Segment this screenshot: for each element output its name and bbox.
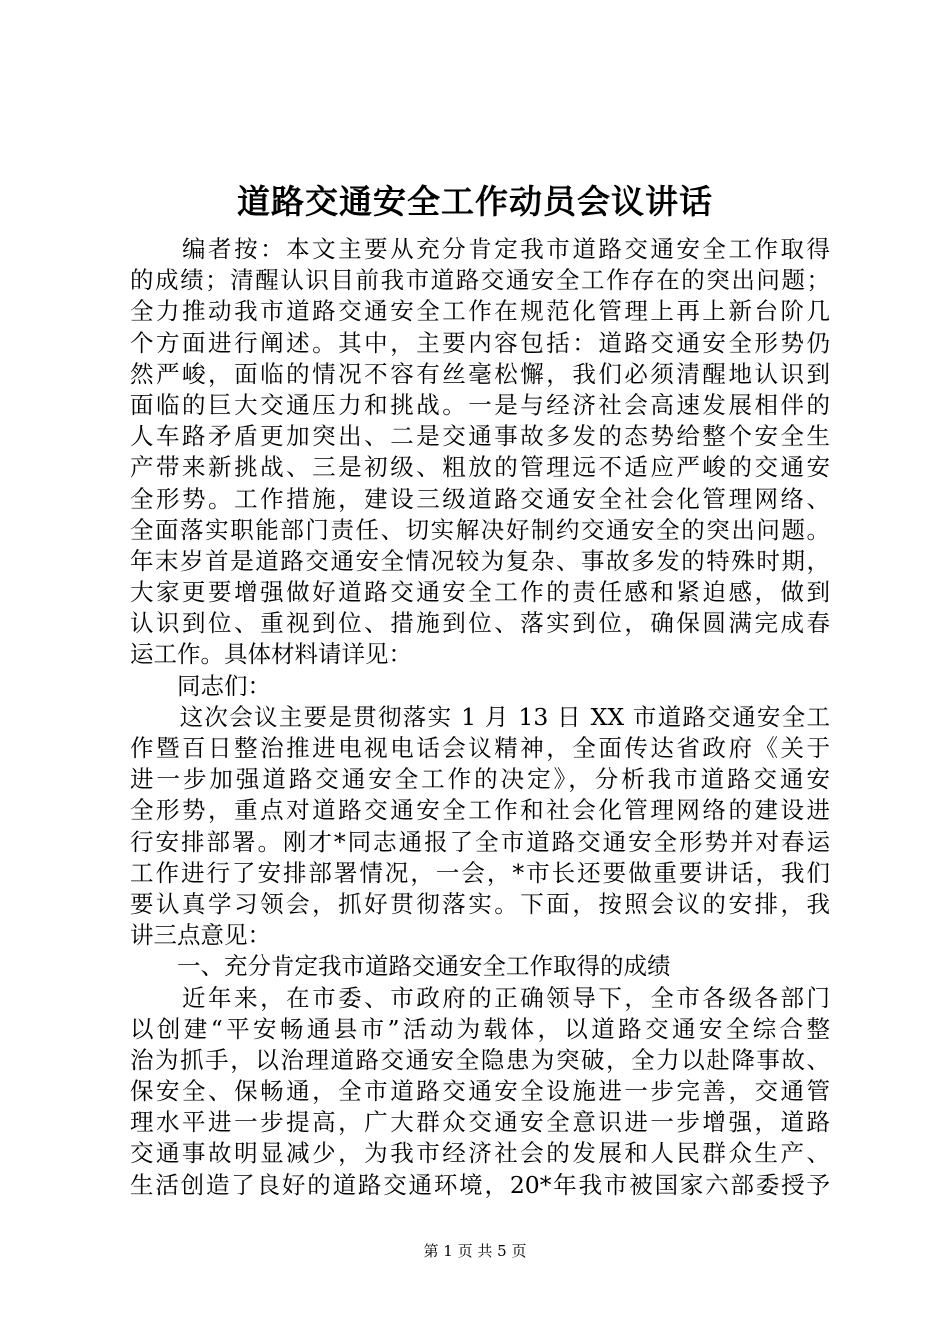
body-text-line: 认识到位、重视到位、措施到位、落实到位，确保圆满完成春 (130, 609, 830, 638)
body-text-line: 工作进行了安排部署情况，一会，*市长还要做重要讲话，我们 (130, 858, 830, 887)
body-text-line: 理水平进一步提高，广大群众交通安全意识进一步增强，道路 (130, 1108, 830, 1137)
body-text-line: 年末岁首是道路交通安全情况较为复杂、事故多发的特殊时期， (130, 546, 830, 575)
body-text-line: 人车路矛盾更加突出、二是交通事故多发的态势给整个安全生 (130, 422, 830, 451)
body-text-line: 面临的巨大交通压力和挑战。一是与经济社会高速发展相伴的 (130, 390, 830, 419)
body-text-line: 产带来新挑战、三是初级、粗放的管理远不适应严峻的交通安 (130, 453, 830, 482)
document-body (130, 234, 830, 1201)
body-text-line: 作暨百日整治推进电视电话会议精神，全面传达省政府《关于 (130, 734, 830, 762)
body-text-line: 近年来，在市委、市政府的正确领导下，全市各级各部门 (130, 983, 830, 1012)
body-text-line: 生活创造了良好的道路交通环境，20*年我市被国家六部委授予 (130, 1170, 830, 1199)
body-text-line: 全面落实职能部门责任、切实解决好制约交通安全的突出问题。 (130, 515, 830, 544)
body-text-line: 个方面进行阐述。其中，主要内容包括：道路交通安全形势仍 (130, 328, 830, 357)
body-text-line: 全形势，重点对道路交通安全工作和社会化管理网络的建设进 (130, 796, 830, 825)
body-text-line: 以创建“平安畅通县市”活动为载体，以道路交通安全综合整 (130, 1014, 830, 1043)
body-text-line: 治为抓手，以治理道路交通安全隐患为突破，全力以赴降事故、 (130, 1045, 830, 1074)
body-text-line: 然严峻，面临的情况不容有丝毫松懈，我们必须清醒地认识到 (130, 359, 830, 388)
body-text-line: 一、充分肯定我市道路交通安全工作取得的成绩 (130, 952, 671, 981)
body-text-line: 要认真学习领会，抓好贯彻落实。下面，按照会议的安排，我 (130, 889, 830, 918)
body-text-line: 运工作。具体材料请详见： (130, 640, 412, 669)
body-text-line: 编者按：本文主要从充分肯定我市道路交通安全工作取得 (130, 235, 830, 263)
body-text-line: 的成绩；清醒认识目前我市道路交通安全工作存在的突出问题； (130, 266, 830, 295)
body-text-line: 行安排部署。刚才*同志通报了全市道路交通安全形势并对春运 (130, 827, 830, 856)
body-text-line: 进一步加强道路交通安全工作的决定》，分析我市道路交通安 (130, 765, 830, 794)
body-text-line: 这次会议主要是贯彻落实 1 月 13 日 XX 市道路交通安全工 (130, 702, 830, 731)
document-title: 道路交通安全工作动员会议讲话 (237, 182, 713, 221)
body-text-line: 交通事故明显减少，为我市经济社会的发展和人民群众生产、 (130, 1139, 830, 1168)
body-text-line: 大家更要增强做好道路交通安全工作的责任感和紧迫感，做到 (130, 578, 830, 607)
body-text-line: 同志们： (130, 671, 271, 700)
body-text-line: 保安全、保畅通，全市道路交通安全设施进一步完善，交通管 (130, 1077, 830, 1106)
body-text-line: 全形势。工作措施，建设三级道路交通安全社会化管理网络、 (130, 484, 830, 513)
body-text-line: 讲三点意见： (130, 921, 271, 950)
page-footer: 第 1 页 共 5 页 (423, 1242, 527, 1260)
body-text-line: 全力推动我市道路交通安全工作在规范化管理上再上新台阶几 (130, 297, 830, 326)
